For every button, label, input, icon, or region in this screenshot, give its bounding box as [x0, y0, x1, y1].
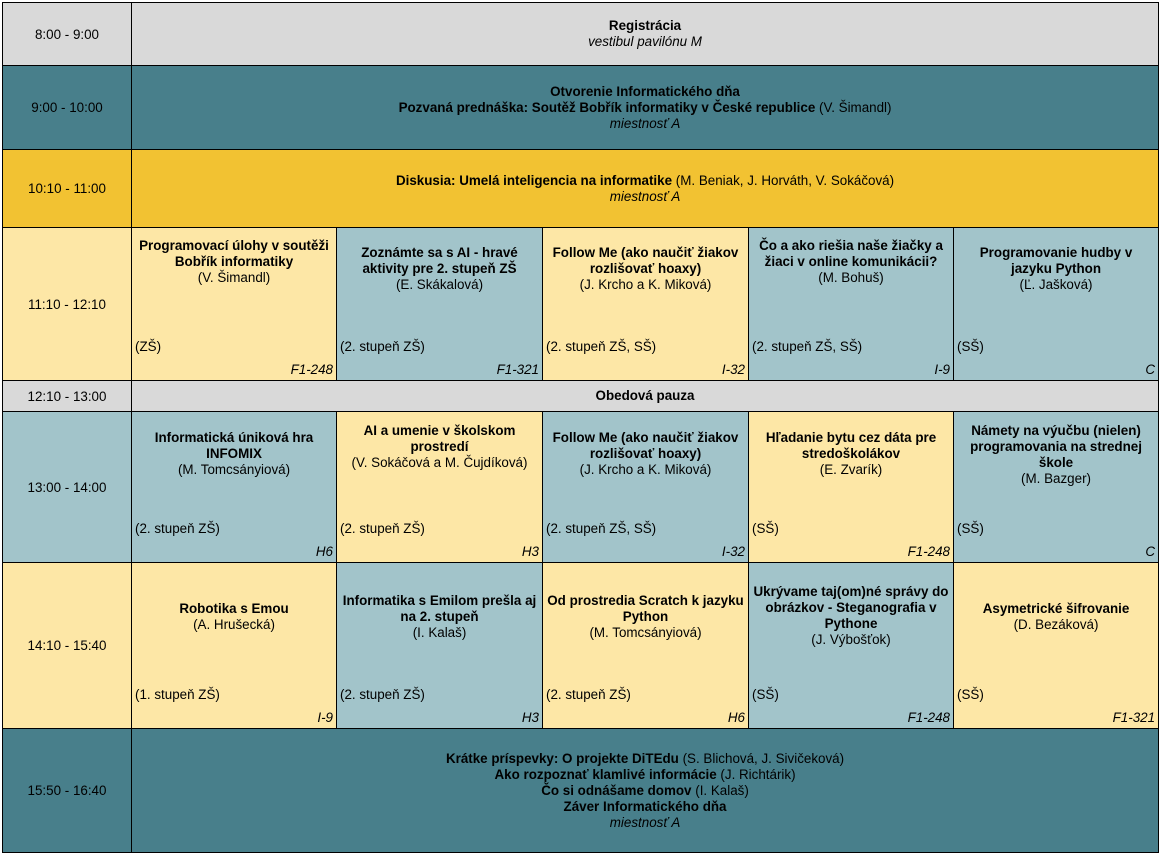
session-level: (2. stupeň ZŠ, SŠ) — [546, 338, 657, 354]
session-speaker: (I. Kalaš) — [412, 624, 467, 640]
session-room: I-32 — [721, 543, 745, 559]
session-room: H6 — [727, 709, 745, 725]
session-cell — [132, 228, 337, 381]
row-registration — [3, 3, 1159, 66]
session-room: F1-321 — [496, 361, 539, 377]
session-speaker: (E. Zvarík) — [819, 461, 883, 477]
time-cell: 10:10 - 11:00 — [3, 150, 132, 228]
session-cell — [749, 563, 954, 729]
closing-location: miestnosť A — [609, 814, 681, 830]
session-level: (SŠ) — [752, 520, 779, 536]
closing-cell — [132, 729, 1159, 853]
session-speaker: (D. Bezáková) — [1013, 616, 1099, 632]
session-room: F1-248 — [907, 709, 950, 725]
session-room: H3 — [521, 709, 539, 725]
time-cell: 9:00 - 10:00 — [3, 66, 132, 150]
opening-title: Otvorenie Informatického dňa — [550, 83, 740, 99]
session-level: (SŠ) — [957, 338, 984, 354]
session-level: (2. stupeň ZŠ) — [546, 686, 631, 702]
short-talk-1-title: Krátke príspevky: O projekte DiTEdu — [445, 750, 679, 766]
short-talk-3 — [132, 783, 1158, 799]
row-opening — [3, 66, 1159, 150]
session-room: H3 — [521, 543, 539, 559]
session-speaker: (V. Sokáčová a M. Čujdíková) — [351, 454, 528, 470]
time-cell: 15:50 - 16:40 — [3, 729, 132, 853]
time-cell: 8:00 - 9:00 — [3, 3, 132, 66]
invited-talk — [132, 100, 1158, 116]
discussion-line — [132, 173, 1158, 189]
short-talk-2-speaker: (J. Richtárik) — [720, 766, 796, 782]
session-cell — [954, 563, 1159, 729]
session-level: (2. stupeň ZŠ) — [340, 338, 425, 354]
session-level: (2. stupeň ZŠ, SŠ) — [546, 520, 657, 536]
session-level: (ZŠ) — [135, 338, 162, 354]
short-talk-3-title: Čo si odnášame domov — [541, 782, 692, 798]
session-level: (2. stupeň ZŠ) — [340, 520, 425, 536]
session-speaker: (J. Krcho a K. Miková) — [579, 276, 712, 292]
session-speaker: (A. Hrušecká) — [193, 616, 275, 632]
short-talk-1 — [132, 751, 1158, 767]
row-lunch — [3, 381, 1159, 412]
discussion-cell — [132, 150, 1159, 228]
session-room: H6 — [315, 543, 333, 559]
discussion-title: Diskusia: Umelá inteligencia na informatike — [395, 172, 673, 188]
session-title: Od prostredia Scratch k jazyku Python — [547, 592, 744, 624]
session-level: (2. stupeň ZŠ) — [135, 520, 220, 536]
discussion-location: miestnosť A — [609, 188, 681, 204]
row-discussion — [3, 150, 1159, 228]
session-speaker: (Ľ. Jašková) — [1019, 276, 1093, 292]
invited-talk-title: Pozvaná prednáška: Soutěž Bobřík informatiky v České republice — [398, 99, 816, 115]
registration-location: vestibul pavilónu M — [588, 34, 702, 49]
session-room: I-32 — [721, 361, 745, 377]
session-title: Hľadanie bytu cez dáta pre stredoškolákov — [765, 429, 937, 461]
time-cell: 14:10 - 15:40 — [3, 563, 132, 729]
session-title: Follow Me (ako naučiť žiakov rozlišovať hoaxy) — [552, 429, 739, 461]
session-title: Programovací úlohy v soutěži Bobřík informatiky — [139, 237, 329, 269]
session-speaker: (M. Tomcsányiová) — [177, 461, 291, 477]
session-speaker: (E. Skákalová) — [395, 276, 484, 292]
session-speaker: (J. Výbošťok) — [811, 631, 891, 647]
session-level: (1. stupeň ZŠ) — [135, 686, 220, 702]
session-room: F1-321 — [1112, 709, 1156, 725]
session-speaker: (V. Šimandl) — [197, 269, 271, 285]
session-room: C — [1145, 543, 1156, 559]
registration-cell — [132, 3, 1159, 66]
closing-title: Záver Informatického dňa — [563, 798, 727, 814]
session-title: Robotika s Emou — [179, 600, 289, 616]
session-cell — [337, 563, 543, 729]
session-cell — [132, 563, 337, 729]
session-level: (2. stupeň ZŠ) — [340, 686, 425, 702]
session-cell — [749, 412, 954, 563]
short-talk-2-title: Ako rozpoznať klamlivé informácie — [494, 766, 717, 782]
session-level: (2. stupeň ZŠ, SŠ) — [752, 338, 863, 354]
session-speaker: (M. Tomcsányiová) — [589, 624, 702, 640]
session-level: (SŠ) — [957, 520, 984, 536]
row-closing — [3, 729, 1159, 853]
session-level: (SŠ) — [752, 686, 779, 702]
time-cell: 11:10 - 12:10 — [3, 228, 132, 381]
session-cell — [543, 412, 749, 563]
short-talk-1-speaker: (S. Blichová, J. Sivičeková) — [682, 750, 845, 766]
time-cell: 13:00 - 14:00 — [3, 412, 132, 563]
row-block-2 — [3, 412, 1159, 563]
session-title: Informatická úniková hra INFOMIX — [154, 429, 314, 461]
session-cell — [954, 412, 1159, 563]
time-cell: 12:10 - 13:00 — [3, 381, 132, 412]
invited-talk-speaker: (V. Šimandl) — [819, 99, 892, 115]
opening-location: miestnosť A — [609, 115, 681, 131]
session-cell — [954, 228, 1159, 381]
session-cell — [337, 228, 543, 381]
session-cell — [543, 228, 749, 381]
lunch-cell: Obedová pauza — [132, 381, 1159, 412]
session-cell — [543, 563, 749, 729]
row-block-3 — [3, 563, 1159, 729]
session-title: Čo a ako riešia naše žiačky a žiaci v online komunikácii? — [759, 237, 943, 269]
session-title: AI a umenie v školskom prostredí — [363, 422, 516, 454]
short-talk-3-speaker: (I. Kalaš) — [695, 782, 749, 798]
session-title: Follow Me (ako naučiť žiakov rozlišovať hoaxy) — [552, 244, 739, 276]
opening-cell — [132, 66, 1159, 150]
session-cell — [132, 412, 337, 563]
row-block-1 — [3, 228, 1159, 381]
session-speaker: (M. Bazger) — [1021, 470, 1091, 486]
session-level: (SŠ) — [957, 686, 984, 702]
session-room: F1-248 — [290, 361, 333, 377]
session-title: Námety na výučbu (nielen) programovania na strednej škole — [970, 422, 1142, 470]
session-title: Programovanie hudby v jazyku Python — [979, 244, 1133, 276]
session-room: F1-248 — [907, 543, 950, 559]
session-room: I-9 — [934, 361, 950, 377]
session-speaker: (J. Krcho a K. Miková) — [579, 461, 712, 477]
session-cell — [749, 228, 954, 381]
session-title: Zoznámte sa s AI - hravé aktivity pre 2. stupeň ZŠ — [361, 244, 518, 276]
short-talk-2 — [132, 767, 1158, 783]
session-title: Asymetrické šifrovanie — [982, 600, 1130, 616]
session-speaker: (M. Bohuš) — [818, 269, 884, 285]
session-room: C — [1145, 361, 1156, 377]
session-room: I-9 — [317, 709, 333, 725]
discussion-speakers: (M. Beniak, J. Horváth, V. Sokáčová) — [675, 172, 895, 188]
session-title: Informatika s Emilom prešla aj na 2. stupeň — [342, 592, 537, 624]
session-cell — [337, 412, 543, 563]
registration-title: Registrácia — [608, 18, 682, 33]
session-title: Ukrývame taj(om)né správy do obrázkov - Steganografia v Pythone — [753, 583, 949, 631]
schedule-table — [2, 2, 1159, 853]
